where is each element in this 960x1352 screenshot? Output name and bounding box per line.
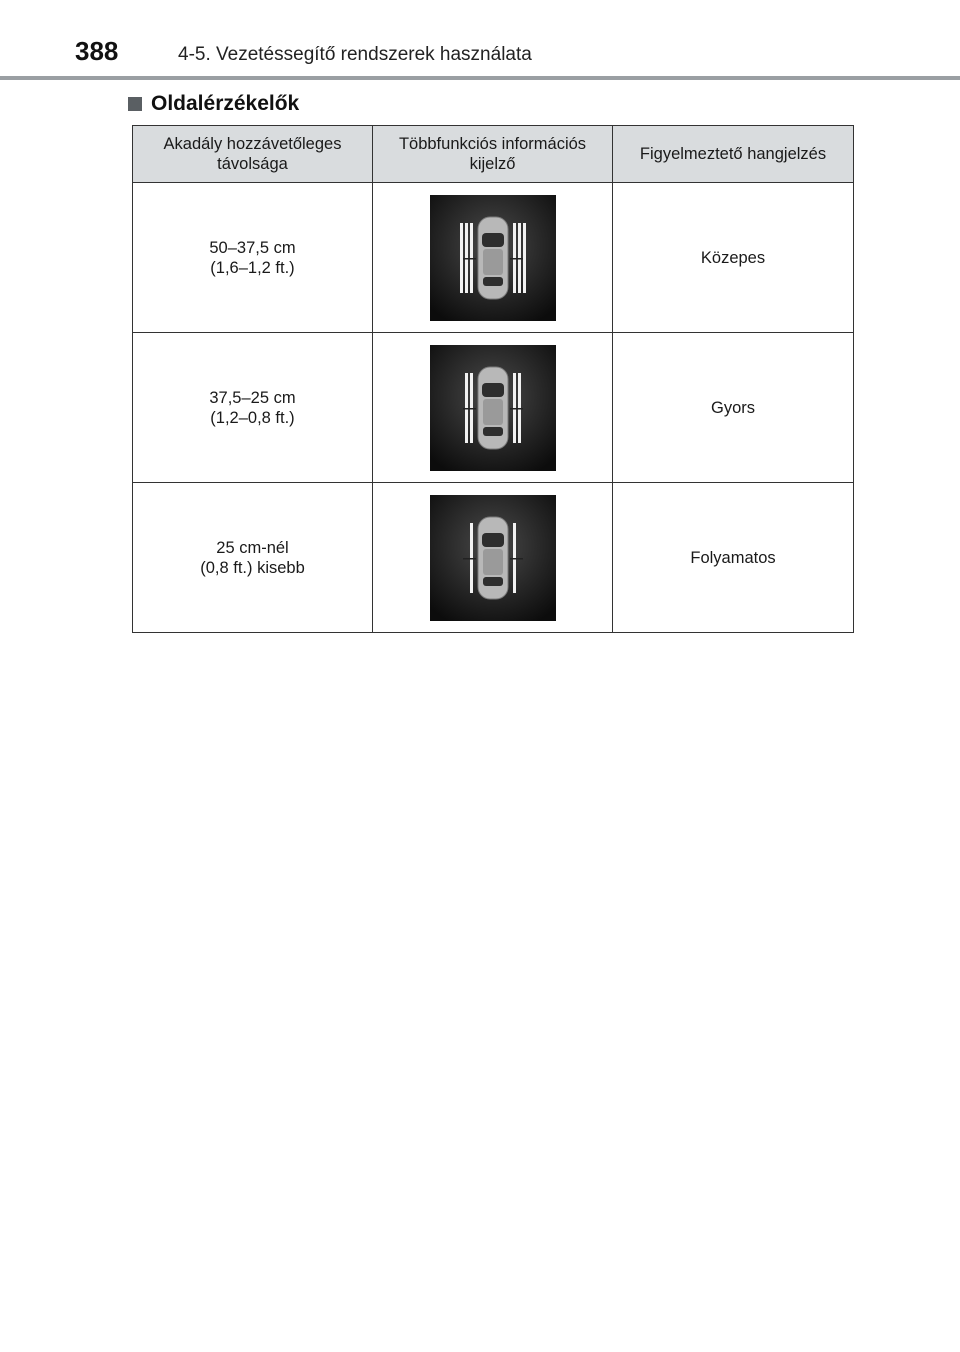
car-windshield	[482, 233, 504, 247]
car-rear-window	[483, 577, 503, 586]
car-rear-window	[483, 427, 503, 436]
section-heading	[128, 92, 299, 116]
distance-cell: 37,5–25 cm (1,2–0,8 ft.)	[133, 333, 373, 483]
right-sensor-marker	[510, 408, 523, 410]
column-header-display: Többfunkciós információs kijelző	[373, 126, 613, 183]
left-sensor-marker	[463, 258, 476, 260]
car-roof	[483, 249, 503, 275]
side-sensor-display-image	[430, 345, 556, 471]
car-rear-window	[483, 277, 503, 286]
side-sensor-display-image	[430, 495, 556, 621]
side-sensor-display-image	[430, 195, 556, 321]
column-header-buzzer: Figyelmeztető hangjelzés	[613, 126, 854, 183]
buzzer-cell: Közepes	[613, 183, 854, 333]
car-windshield	[482, 533, 504, 547]
buzzer-cell: Gyors	[613, 333, 854, 483]
table-row	[133, 333, 854, 483]
right-sensor-bar	[523, 223, 526, 293]
table-header-row	[133, 126, 854, 183]
left-sensor-marker	[463, 408, 476, 410]
sensor-distance-table	[132, 125, 854, 633]
left-sensor-bar	[460, 223, 463, 293]
buzzer-cell: Folyamatos	[613, 483, 854, 633]
left-sensor-marker	[463, 558, 476, 560]
page-header	[0, 0, 960, 80]
table-row	[133, 483, 854, 633]
car-roof	[483, 399, 503, 425]
distance-cell: 25 cm-nél (0,8 ft.) kisebb	[133, 483, 373, 633]
display-cell	[373, 483, 613, 633]
car-roof	[483, 549, 503, 575]
right-sensor-marker	[510, 558, 523, 560]
table-row	[133, 183, 854, 333]
distance-cell: 50–37,5 cm (1,6–1,2 ft.)	[133, 183, 373, 333]
display-cell	[373, 183, 613, 333]
section-bullet-icon	[128, 97, 142, 111]
chapter-title: 4-5. Vezetéssegítő rendszerek használata	[178, 44, 532, 65]
header-divider	[0, 76, 960, 80]
display-cell	[373, 333, 613, 483]
car-windshield	[482, 383, 504, 397]
right-sensor-marker	[510, 258, 523, 260]
section-title: Oldalérzékelők	[151, 92, 300, 115]
page-number: 388	[75, 36, 119, 66]
column-header-distance: Akadály hozzávetőleges távolsága	[133, 126, 373, 183]
